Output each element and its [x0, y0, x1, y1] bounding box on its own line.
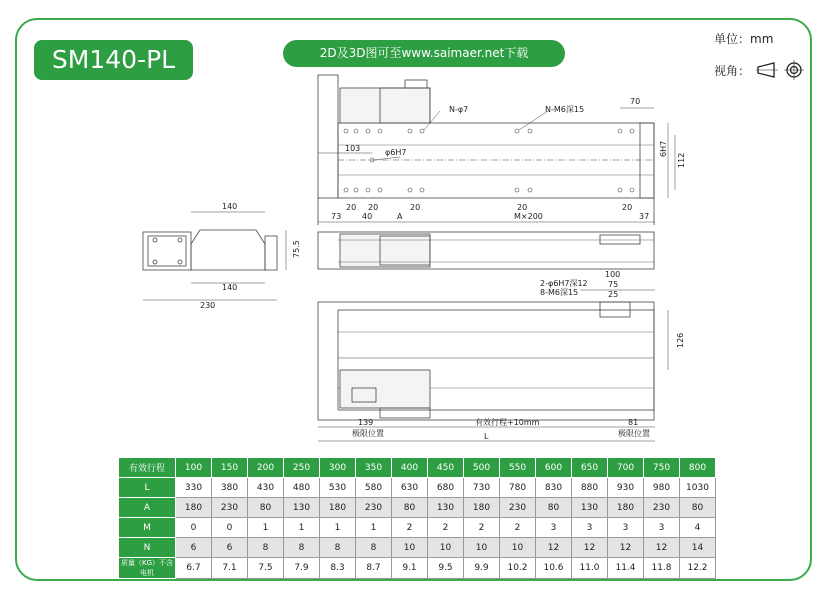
spec-header-row [119, 458, 716, 478]
spec-cell: 7.1 [212, 558, 248, 579]
spec-cell: 10 [428, 538, 464, 558]
dim-20-4: 20 [517, 203, 528, 212]
dim-75: 75 [608, 280, 619, 289]
spec-cell: 0 [176, 518, 212, 538]
dim-81: 81 [628, 418, 639, 427]
dim-103: 103 [345, 144, 361, 153]
end-view [143, 212, 286, 300]
spec-header-cell: 有效行程 [119, 458, 176, 478]
label-limit-right: 极限位置 [618, 429, 650, 438]
spec-cell: 3 [644, 518, 680, 538]
dim-20-3: 20 [410, 203, 421, 212]
spec-cell: 0 [212, 518, 248, 538]
spec-cell: 10.2 [500, 558, 536, 579]
spec-row-a [119, 498, 716, 518]
spec-cell: 230 [356, 498, 392, 518]
spec-cell: 2 [392, 518, 428, 538]
spec-cell: 1 [284, 518, 320, 538]
dim-70: 70 [630, 97, 641, 106]
spec-cell: 80 [680, 498, 716, 518]
dim-a: A [397, 212, 403, 221]
dim-n-phi7: N-φ7 [449, 105, 469, 114]
spec-header-cell: 100 [176, 458, 212, 478]
spec-cell: 6 [212, 538, 248, 558]
dim-139: 139 [358, 418, 374, 427]
spec-row-l [119, 478, 716, 498]
spec-cell: 80 [248, 498, 284, 518]
spec-cell: 12 [536, 538, 572, 558]
spec-header-cell: 150 [212, 458, 248, 478]
spec-cell: 1 [356, 518, 392, 538]
spec-cell: 930 [608, 478, 644, 498]
side-view [318, 232, 654, 269]
spec-cell: 480 [284, 478, 320, 498]
spec-cell: 880 [572, 478, 608, 498]
spec-cell: 980 [644, 478, 680, 498]
unit-label: 单位：mm [714, 32, 774, 46]
spec-cell: 8 [248, 538, 284, 558]
spec-cell: 12 [572, 538, 608, 558]
spec-cell: 2 [464, 518, 500, 538]
spec-cell: 7.5 [248, 558, 284, 579]
spec-cell: 11.0 [572, 558, 608, 579]
spec-header-cell: 300 [320, 458, 356, 478]
spec-row-m [119, 518, 716, 538]
spec-cell: 6.7 [176, 558, 212, 579]
download-banner[interactable]: 2D及3D图可至www.saimaer.net下载 [283, 40, 565, 67]
spec-header-cell: 550 [500, 458, 536, 478]
spec-row-label: 质量（KG）不含电机 [119, 558, 176, 579]
spec-cell: 14 [680, 538, 716, 558]
spec-cell: 8.7 [356, 558, 392, 579]
spec-cell: 180 [176, 498, 212, 518]
dim-140-top: 140 [222, 202, 238, 211]
spec-cell: 380 [212, 478, 248, 498]
spec-header-cell: 600 [536, 458, 572, 478]
spec-row-n [119, 538, 716, 558]
spec-cell: 3 [536, 518, 572, 538]
spec-header-cell: 650 [572, 458, 608, 478]
spec-cell: 4 [680, 518, 716, 538]
spec-header-cell: 800 [680, 458, 716, 478]
spec-cell: 680 [428, 478, 464, 498]
dim-126: 126 [676, 332, 685, 348]
spec-cell: 180 [320, 498, 356, 518]
spec-cell: 8.3 [320, 558, 356, 579]
spec-cell: 10 [392, 538, 428, 558]
spec-cell: 330 [176, 478, 212, 498]
dim-230: 230 [200, 301, 216, 310]
spec-cell: 180 [608, 498, 644, 518]
dim-n-m6: N-M6深15 [545, 105, 585, 114]
spec-cell: 1 [320, 518, 356, 538]
spec-cell: 1030 [680, 478, 716, 498]
spec-header-cell: 450 [428, 458, 464, 478]
spec-cell: 8 [320, 538, 356, 558]
spec-row-label: A [119, 498, 176, 518]
spec-row-label: M [119, 518, 176, 538]
dim-l: L [484, 432, 489, 441]
spec-cell: 10 [500, 538, 536, 558]
spec-table [118, 457, 716, 579]
spec-cell: 9.9 [464, 558, 500, 579]
spec-cell: 2 [500, 518, 536, 538]
dim-phi6h7: φ6H7 [385, 148, 407, 157]
spec-header-cell: 750 [644, 458, 680, 478]
dim-25: 25 [608, 290, 619, 299]
spec-cell: 1 [248, 518, 284, 538]
dim-112: 112 [677, 152, 686, 168]
spec-cell: 7.9 [284, 558, 320, 579]
spec-header-cell: 200 [248, 458, 284, 478]
spec-header-cell: 350 [356, 458, 392, 478]
dim-140-bottom: 140 [222, 283, 238, 292]
spec-cell: 12.2 [680, 558, 716, 579]
spec-cell: 230 [212, 498, 248, 518]
model-title: SM140-PL [34, 40, 193, 80]
spec-cell: 8 [284, 538, 320, 558]
spec-cell: 80 [392, 498, 428, 518]
dim-100: 100 [605, 270, 621, 279]
label-holes-1: 2-φ6H7深12 [540, 279, 588, 288]
spec-cell: 2 [428, 518, 464, 538]
view-label: 视角： [714, 64, 751, 78]
spec-cell: 9.5 [428, 558, 464, 579]
spec-header-cell: 500 [464, 458, 500, 478]
spec-cell: 580 [356, 478, 392, 498]
spec-cell: 10 [464, 538, 500, 558]
dim-20-2: 20 [368, 203, 379, 212]
spec-header-cell: 700 [608, 458, 644, 478]
spec-cell: 730 [464, 478, 500, 498]
spec-cell: 3 [572, 518, 608, 538]
spec-cell: 11.8 [644, 558, 680, 579]
dim-20-1: 20 [346, 203, 357, 212]
spec-cell: 9.1 [392, 558, 428, 579]
spec-cell: 8 [356, 538, 392, 558]
spec-cell: 6 [176, 538, 212, 558]
label-holes-2: 8-M6深15 [540, 288, 579, 297]
dim-6h7: 6H7 [659, 140, 668, 157]
spec-cell: 12 [644, 538, 680, 558]
spec-row-label: L [119, 478, 176, 498]
spec-header-cell: 400 [392, 458, 428, 478]
spec-row-mass [119, 558, 716, 579]
dim-75-5: 75.5 [292, 240, 301, 258]
spec-cell: 130 [428, 498, 464, 518]
spec-row-label: N [119, 538, 176, 558]
spec-cell: 12 [608, 538, 644, 558]
spec-cell: 530 [320, 478, 356, 498]
spec-cell: 130 [572, 498, 608, 518]
spec-cell: 10.6 [536, 558, 572, 579]
spec-cell: 180 [464, 498, 500, 518]
spec-cell: 11.4 [608, 558, 644, 579]
dim-mx200: M×200 [514, 212, 543, 221]
spec-cell: 230 [644, 498, 680, 518]
dim-20-5: 20 [622, 203, 633, 212]
spec-cell: 230 [500, 498, 536, 518]
dim-40: 40 [362, 212, 373, 221]
spec-header-cell: 250 [284, 458, 320, 478]
spec-cell: 780 [500, 478, 536, 498]
label-stroke: 有效行程+10mm [475, 418, 540, 427]
spec-cell: 3 [608, 518, 644, 538]
dim-37: 37 [639, 212, 650, 221]
dim-73: 73 [331, 212, 342, 221]
spec-cell: 830 [536, 478, 572, 498]
label-limit-left: 极限位置 [352, 429, 384, 438]
spec-cell: 130 [284, 498, 320, 518]
spec-cell: 430 [248, 478, 284, 498]
spec-cell: 80 [536, 498, 572, 518]
spec-cell: 630 [392, 478, 428, 498]
